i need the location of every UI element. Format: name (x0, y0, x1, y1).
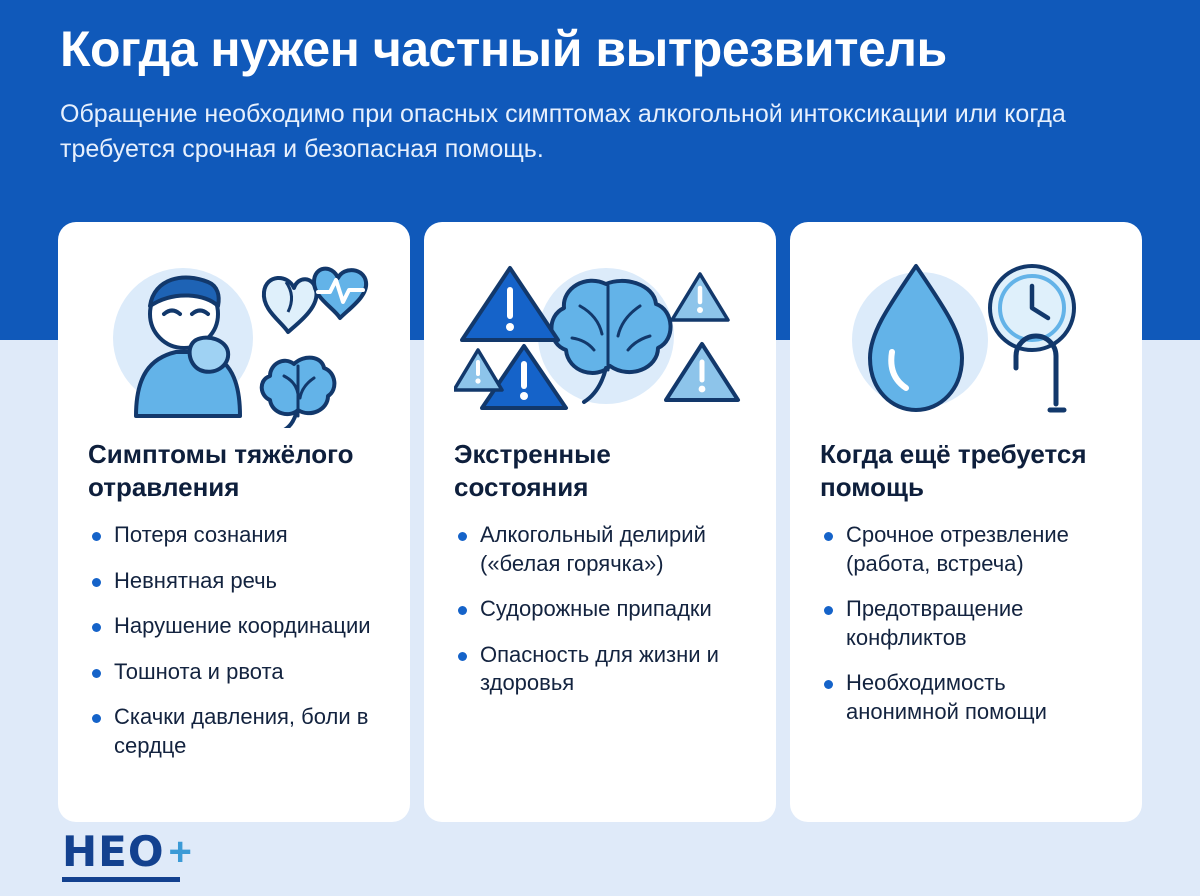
brain-warning-triangles-icon (454, 248, 750, 428)
list-item: Алкогольный делирий («белая горячка») (454, 521, 750, 578)
card-emergency-conditions (424, 222, 776, 822)
card-other-help (790, 222, 1142, 822)
iv-drip-clock-icon (820, 248, 1116, 428)
page-subtitle: Обращение необходимо при опасных симптомах алкогольной интоксикации или когда требуется срочная и безопасная помощь. (60, 100, 1066, 163)
logo-plus-icon: + (168, 829, 192, 874)
logo-text: HEO (62, 827, 165, 876)
list-item: Потеря сознания (88, 521, 384, 550)
list-item: Нарушение координации (88, 612, 384, 641)
header (60, 22, 1150, 167)
cards-row (58, 222, 1144, 822)
list-item: Опасность для жизни и здоровья (454, 641, 750, 698)
card-bullet-list (454, 521, 750, 698)
list-item: Необходимость анонимной помощи (820, 669, 1116, 726)
card-title: Экстренные состояния (454, 439, 611, 502)
card-title: Когда ещё требуется помощь (820, 439, 1087, 502)
list-item: Судорожные припадки (454, 595, 750, 624)
card-title: Симптомы тяжёлого отравления (88, 439, 354, 502)
list-item: Предотвращение конфликтов (820, 595, 1116, 652)
list-item: Тошнота и рвота (88, 658, 384, 687)
card-bullet-list (88, 521, 384, 761)
sick-person-heart-brain-icon (88, 248, 384, 428)
card-severe-poisoning (58, 222, 410, 822)
list-item: Скачки давления, боли в сердце (88, 703, 384, 760)
card-bullet-list (820, 521, 1116, 727)
list-item: Невнятная речь (88, 567, 384, 596)
brand-logo (62, 827, 192, 876)
list-item: Срочное отрезвление (работа, встреча) (820, 521, 1116, 578)
page-title: Когда нужен частный вытрезвитель (60, 21, 947, 77)
logo-underline (62, 877, 180, 882)
